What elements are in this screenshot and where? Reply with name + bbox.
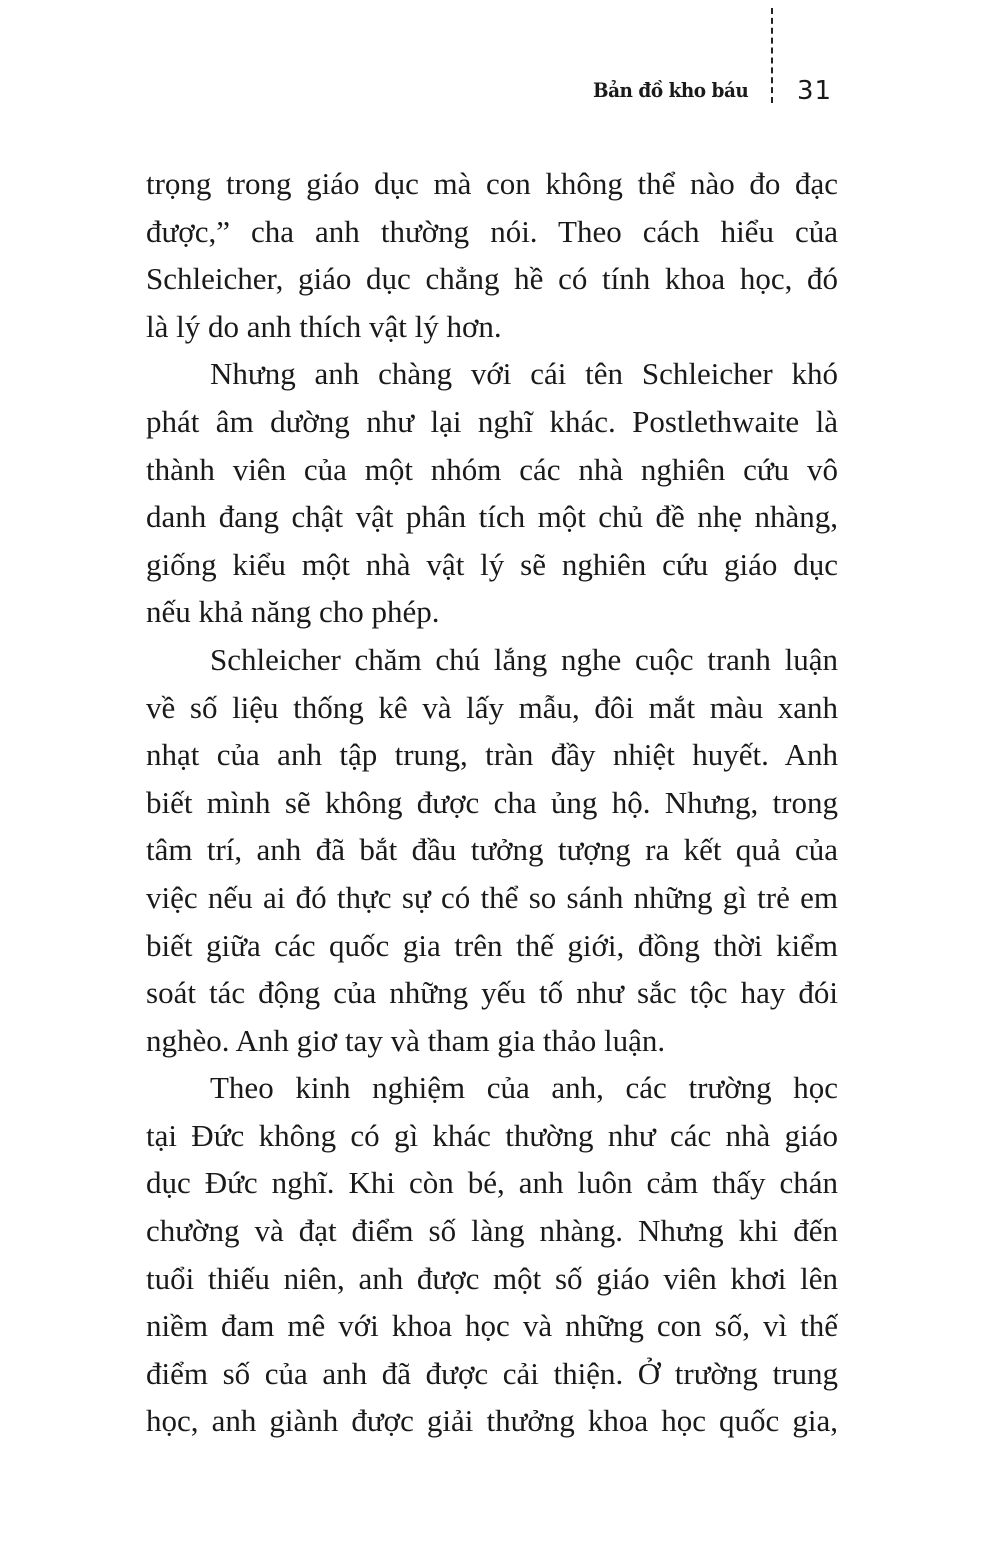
paragraph xyxy=(146,350,838,636)
page-header xyxy=(0,0,1000,130)
text-line: việc nếu ai đó thực sự có thể so sánh những gì trẻ em xyxy=(146,879,838,915)
text-line: soát tác động của những yếu tố như sắc tộc hay đói xyxy=(146,975,838,1011)
text-line: giống kiểu một nhà vật lý sẽ nghiên cứu giáo dục xyxy=(146,546,838,582)
header-divider xyxy=(771,8,773,103)
body-text xyxy=(146,160,838,1445)
text-line: tuổi thiếu niên, anh được một số giáo viên khơi lên xyxy=(146,1260,838,1296)
text-line: chường và đạt điểm số làng nhàng. Nhưng khi đến xyxy=(146,1213,838,1249)
text-line: biết mình sẽ không được cha ủng hộ. Nhưng, trong xyxy=(146,784,838,820)
page-number: 31 xyxy=(797,76,833,106)
text-line: nếu khả năng cho phép. xyxy=(146,594,440,630)
text-line: điểm số của anh đã được cải thiện. Ở trường trung xyxy=(146,1355,838,1391)
text-line: học, anh giành được giải thưởng khoa học quốc gia, xyxy=(146,1403,838,1439)
text-line: trọng trong giáo dục mà con không thể nào đo đạc xyxy=(146,166,838,201)
text-line: danh đang chật vật phân tích một chủ đề nhẹ nhàng, xyxy=(146,499,838,535)
text-line: Schleicher, giáo dục chẳng hề có tính khoa học, đó xyxy=(146,261,838,297)
paragraph xyxy=(146,160,838,350)
text-line: Nhưng anh chàng với cái tên Schleicher khó xyxy=(210,356,838,392)
text-line: tâm trí, anh đã bắt đầu tưởng tượng ra kết quả của xyxy=(146,832,838,868)
text-line: niềm đam mê với khoa học và những con số, vì thế xyxy=(146,1308,838,1344)
text-line: nhạt của anh tập trung, tràn đầy nhiệt huyết. Anh xyxy=(146,737,838,773)
paragraph xyxy=(146,1064,838,1445)
text-line: phát âm dường như lại nghĩ khác. Postlethwaite là xyxy=(146,403,838,439)
text-line: được,” cha anh thường nói. Theo cách hiểu của xyxy=(146,213,838,249)
text-line: thành viên của một nhóm các nhà nghiên cứu vô xyxy=(146,451,838,487)
text-line: về số liệu thống kê và lấy mẫu, đôi mắt màu xanh xyxy=(146,689,838,725)
running-title: Bản đồ kho báu xyxy=(593,78,749,102)
text-line: biết giữa các quốc gia trên thế giới, đồng thời kiểm xyxy=(146,927,838,963)
text-line: nghèo. Anh giơ tay và tham gia thảo luận. xyxy=(146,1022,666,1058)
text-line: tại Đức không có gì khác thường như các nhà giáo xyxy=(146,1117,838,1153)
text-line: Theo kinh nghiệm của anh, các trường học xyxy=(210,1070,838,1106)
text-line: là lý do anh thích vật lý hơn. xyxy=(146,308,502,344)
text-line: Schleicher chăm chú lắng nghe cuộc tranh luận xyxy=(210,641,838,677)
text-line: dục Đức nghĩ. Khi còn bé, anh luôn cảm thấy chán xyxy=(146,1165,838,1201)
paragraph xyxy=(146,636,838,1064)
